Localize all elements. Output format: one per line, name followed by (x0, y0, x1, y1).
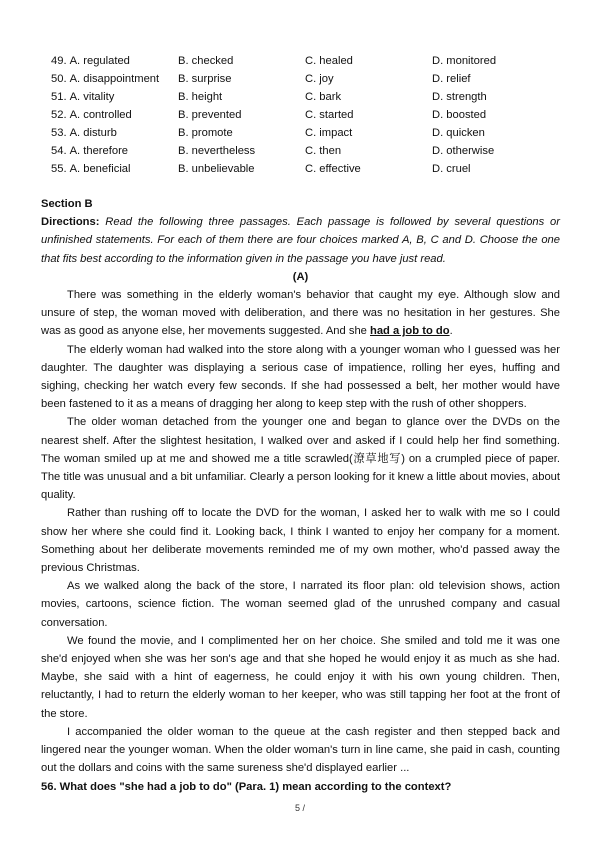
answer-choices (51, 52, 561, 178)
paragraph-6: We found the movie, and I complimented her on her choice. She smiled and told me it was one she'd enjoyed when she was her son's age and that she hoped he would enjoy it as much as she had. Maybe, she said with a hint of eagerness, he could enjoy it with his own young children. Then, reluctantly, I had to return the elderly woman to her keeper, who was still tapping her foot at the front of the store. (41, 634, 560, 720)
highlighted-phrase: had a job to do (370, 325, 450, 338)
choice-d: D. monitored (432, 55, 497, 67)
choice-a (51, 70, 178, 88)
choice-row (51, 52, 561, 70)
choice-b: B. checked (178, 55, 234, 67)
choice-c: C. healed (305, 55, 353, 67)
choice-row (51, 106, 561, 124)
choice-d: D. cruel (432, 163, 471, 175)
question-number: 54. (51, 145, 67, 157)
directions-label: Directions: (41, 216, 100, 229)
choice-text: A. beneficial (69, 163, 131, 175)
choice-row (51, 160, 561, 178)
choice-d: D. relief (432, 73, 471, 85)
question-number: 51. (51, 91, 67, 103)
choice-c: C. joy (305, 73, 334, 85)
paragraph-7: I accompanied the older woman to the queue at the cash register and then stepped back and lingered near the younger woman. When the older woman's turn in line came, she paid in cash, counting out the dollars and coins with the same sureness she'd displayed earlier ... (41, 725, 560, 775)
choice-text: A. disturb (69, 127, 117, 139)
question-56: 56. What does "she had a job to do" (Para. 1) mean according to the context? (41, 780, 452, 793)
choice-a (51, 52, 178, 70)
question-number: 52. (51, 109, 67, 121)
paragraph-4: Rather than rushing off to locate the DVD for the woman, I asked her to walk with me so I could show her where she could find it. Looking back, I think I wanted to enjoy her company for a moment. Something about her deliberate movements reminded me of my own mother, who'd passed away the previous Christmas. (41, 507, 560, 575)
choice-text: A. disappointment (69, 73, 160, 85)
directions (41, 213, 560, 268)
choice-c: C. bark (305, 91, 342, 103)
question-number: 55. (51, 163, 67, 175)
choice-row (51, 124, 561, 142)
choice-text: A. vitality (69, 91, 115, 103)
choice-d: D. otherwise (432, 145, 495, 157)
choice-text: A. therefore (69, 145, 129, 157)
choice-b: B. nevertheless (178, 145, 256, 157)
paragraph-1-text: There was something in the elderly woman's behavior that caught my eye. Although slow and unsure of step, the woman moved with deliberation, and there was no hesitation in her gestures. She was as good as anyone else, her movements suggested. And she (41, 289, 560, 338)
section-title: Section B (41, 198, 93, 210)
page-number: 5 / (294, 803, 305, 813)
choice-a (51, 88, 178, 106)
paragraph-1-end: . (449, 325, 453, 338)
choice-text: A. regulated (69, 55, 130, 67)
question-number: 50. (51, 73, 67, 85)
choice-row (51, 88, 561, 106)
passage-label: (A) (292, 270, 309, 283)
choice-b: B. unbelievable (178, 163, 255, 175)
choice-b: B. prevented (178, 109, 242, 121)
choice-row (51, 70, 561, 88)
paragraph-1 (41, 286, 560, 341)
choice-d: D. quicken (432, 127, 485, 139)
paragraph-5: As we walked along the back of the store, I narrated its floor plan: old television shows, action movies, cartoons, science fiction. The woman seemed glad of the unrushed company and casual conversation. (41, 580, 560, 629)
choice-text: A. controlled (69, 109, 132, 121)
choice-c: C. then (305, 145, 342, 157)
choice-b: B. surprise (178, 73, 232, 85)
question-number: 53. (51, 127, 67, 139)
paragraph-3: The older woman detached from the younger one and began to glance over the DVDs on the nearest shelf. After the slightest hesitation, I walked over and asked if I could help her find something. The woman smiled up at me and showed me a title scrawled(潦草地写) on a crumpled piece of paper. The title was unusual and a bit unfamiliar. Clearly a person looking for it knew a little about movies, about quality. (41, 416, 560, 502)
choice-a (51, 124, 178, 142)
choice-d: D. strength (432, 91, 487, 103)
question-number: 49. (51, 55, 67, 67)
choice-b: B. promote (178, 127, 233, 139)
paragraph-2: The elderly woman had walked into the store along with a younger woman who I guessed was her daughter. The daughter was displaying a serious case of impatience, rolling her eyes, huffing and sighing, checking her watch every few seconds. If she had possessed a belt, her mother would have been fastened to it as a means of dragging her along to keep step with the rush of other shoppers. (41, 343, 560, 411)
choice-c: C. started (305, 109, 354, 121)
directions-text: Read the following three passages. Each passage is followed by several questions or unfinished statements. For each of them there are four choices marked A, B, C and D. Choose the one that fits best according to the information given in the passage you have just read. (41, 216, 560, 265)
choice-d: D. boosted (432, 109, 487, 121)
choice-row (51, 142, 561, 160)
choice-a (51, 160, 178, 178)
section-b (41, 195, 560, 796)
choice-c: C. impact (305, 127, 353, 139)
choice-a (51, 142, 178, 160)
choice-b: B. height (178, 91, 223, 103)
choice-c: C. effective (305, 163, 361, 175)
choice-a (51, 106, 178, 124)
